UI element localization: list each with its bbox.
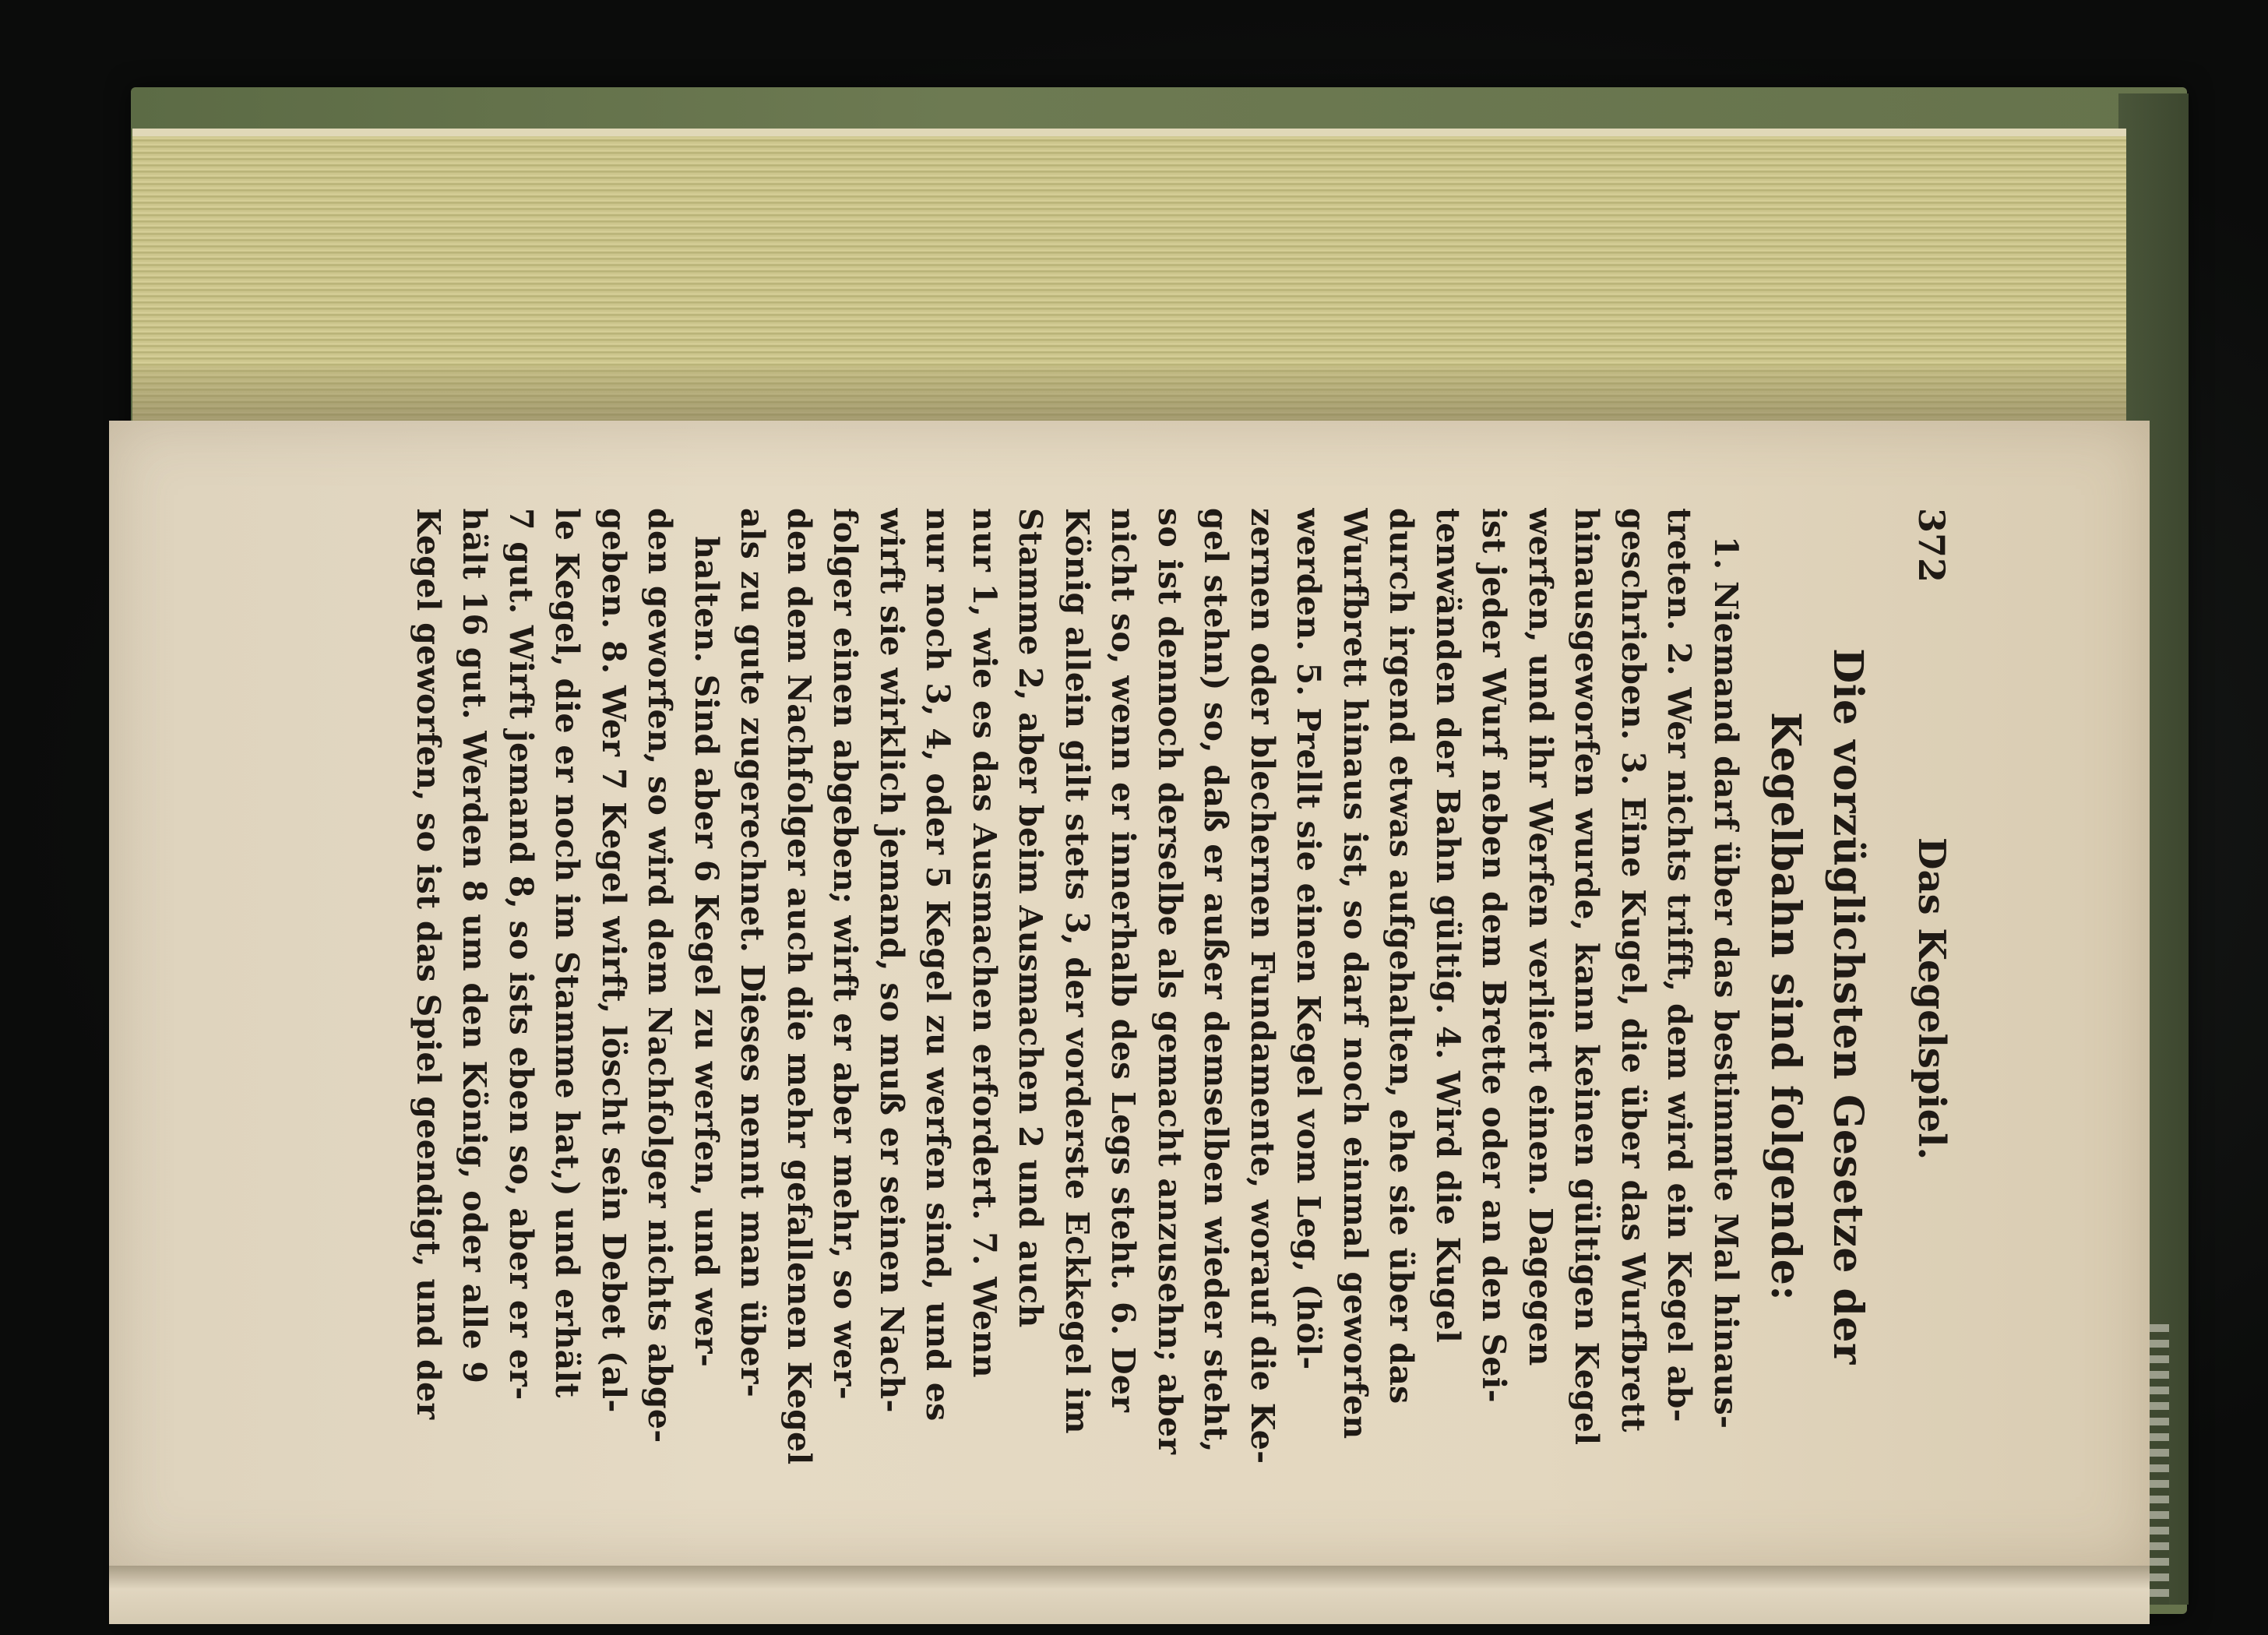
text-line: Stamme 2, aber beim Ausmachen 2 und auch xyxy=(1012,508,1050,1328)
text-line: 7 gut. Wirft jemand 8, so ists eben so, aber er er- xyxy=(502,508,540,1401)
text-line: halten. Sind aber 6 Kegel zu werfen, und wer- xyxy=(688,536,725,1368)
text-line: nicht so, wenn er innerhalb des Legs steht. 6. Der xyxy=(1104,508,1143,1413)
running-head: Das Kegelspiel. xyxy=(1910,837,1953,1161)
text-line: zernen oder blechernen Fundamente, worauf die Ke- xyxy=(1244,508,1281,1464)
text-line: hält 16 gut. Werden 8 um den König, oder alle 9 xyxy=(456,508,494,1384)
text-line: nur noch 3, 4, oder 5 Kegel zu werfen sind, und es xyxy=(919,508,957,1422)
text-line: durch irgend etwas aufgehalten, ehe sie über das xyxy=(1382,508,1421,1404)
text-line: den geworfen, so wird dem Nachfolger nichts abge- xyxy=(641,508,679,1443)
text-line: 1. Niemand darf über das bestimmte Mal hinaus- xyxy=(1707,536,1745,1429)
body-text xyxy=(405,508,1749,1489)
text-line: König allein gilt stets 3, der vorderste Eckkegel im xyxy=(1058,508,1096,1434)
text-line: geben. 8. Wer 7 Kegel wirft, löscht sein Debet (al- xyxy=(595,508,632,1413)
text-line: tenwänden der Bahn gültig. 4. Wird die Kugel xyxy=(1429,508,1467,1344)
text-line: werfen, und ihr Werfen verliert einen. Dagegen xyxy=(1522,508,1559,1366)
facing-page-edge xyxy=(109,1566,2150,1624)
section-heading: Die vorzüglichsten Gesetze der Kegelbahn sind folgende: xyxy=(1762,648,1872,1365)
text-line: den dem Nachfolger auch die mehr gefallenen Kegel xyxy=(780,508,818,1465)
text-line: le Kegel, die er noch im Stamme hat,) und erhält xyxy=(548,508,586,1398)
text-line: gel stehn) so, daß er außer demselben wieder steht, xyxy=(1197,508,1235,1453)
page-number: 372 xyxy=(1911,508,1953,583)
text-line: so ist dennoch derselbe als gemacht anzusehn; aber xyxy=(1151,508,1189,1455)
text-line: Wurfbrett hinaus ist, so darf noch einmal geworfen xyxy=(1336,508,1374,1439)
text-line: treten. 2. Wer nichts trifft, dem wird ein Kegel ab- xyxy=(1660,508,1699,1422)
text-line: wirft sie wirklich jemand, so muß er seinen Nach- xyxy=(873,508,910,1413)
text-line: Kegel geworfen, so ist das Spiel geendigt, und der xyxy=(410,508,447,1420)
text-line: werden. 5. Prellt sie einen Kegel vom Leg, (höl- xyxy=(1290,508,1328,1370)
text-line: folger einen abgeben; wirft er aber mehr, so wer- xyxy=(826,508,865,1401)
page-text-block xyxy=(410,508,1955,1489)
text-line: geschrieben. 3. Eine Kugel, die über das Wurfbrett xyxy=(1615,508,1652,1432)
text-line: als zu gute zugerechnet. Dieses nennt man über- xyxy=(734,508,772,1398)
text-line: hinausgeworfen wurde, kann keinen gültigen Kegel xyxy=(1568,508,1606,1446)
text-line: ist jeder Wurf neben dem Brette oder an den Sei- xyxy=(1475,508,1513,1403)
text-line: nur 1, wie es das Ausmachen erfordert. 7. Wenn xyxy=(966,508,1003,1378)
